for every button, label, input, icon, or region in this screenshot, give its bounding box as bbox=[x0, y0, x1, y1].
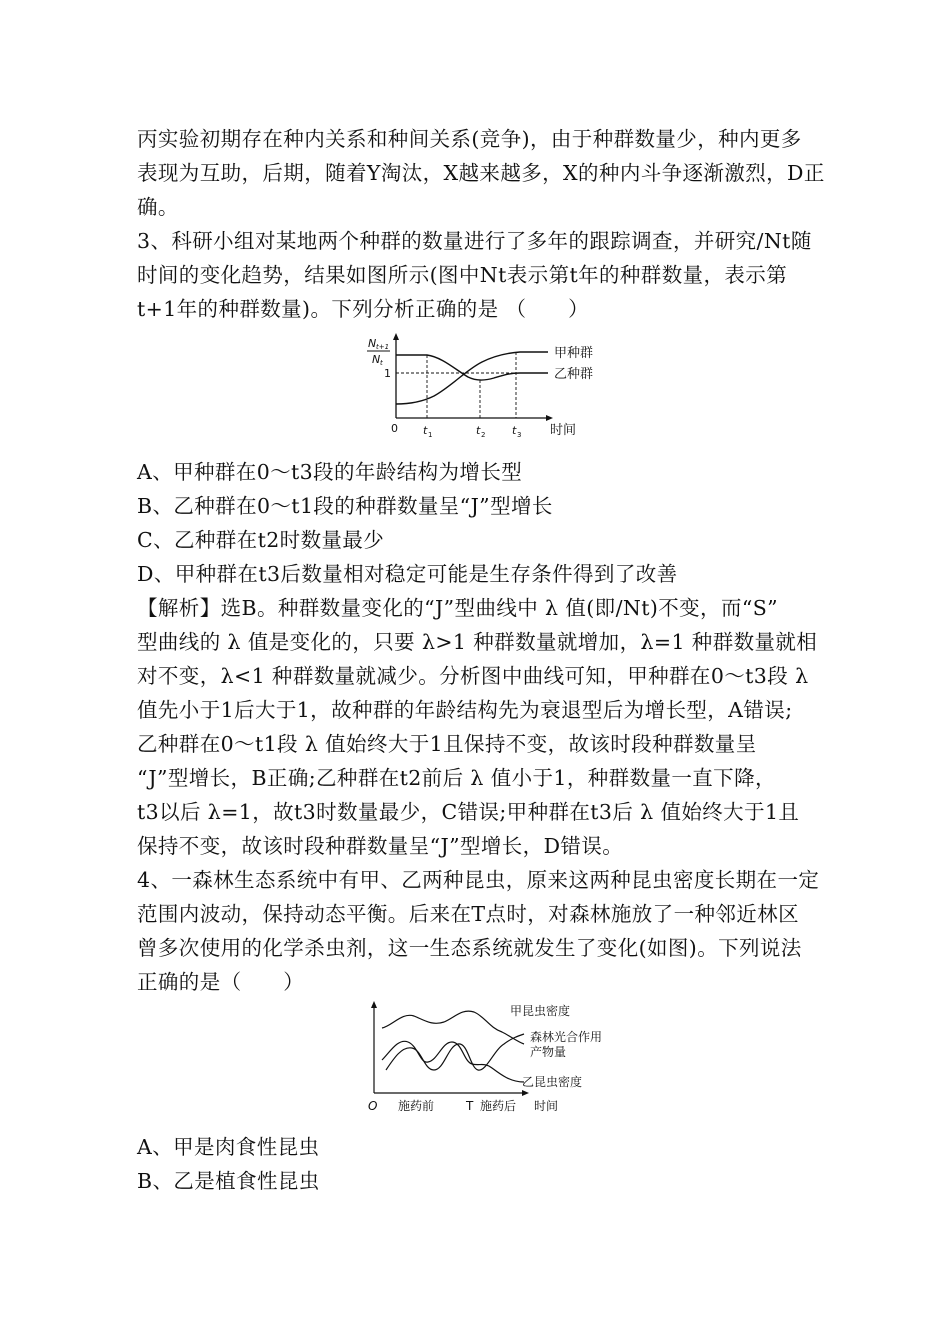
fig1-t2-label: t bbox=[476, 424, 481, 437]
fig1-y-label-top-sub: t+1 bbox=[376, 343, 390, 351]
q3-option-a: A、甲种群在0～t3段的年龄结构为增长型 bbox=[137, 460, 523, 484]
fig1-y-arrow bbox=[393, 333, 399, 340]
fig1-t1-sub: 1 bbox=[428, 431, 433, 439]
fig2-species-b-curve bbox=[386, 1034, 524, 1070]
q4-stem-line-2: 范围内波动，保持动态平衡。后来在T点时，对森林施放了一种邻近林区 bbox=[137, 902, 799, 926]
q4-stem-line-3: 曾多次使用的化学杀虫剂，这一生态系统就发生了变化(如图)。下列说法 bbox=[137, 936, 802, 960]
fig2-photosynthesis-label-2: 产物量 bbox=[530, 1045, 567, 1059]
fig2-species-a-label: 甲昆虫密度 bbox=[510, 1004, 571, 1018]
fig1-t3-label: t bbox=[512, 424, 517, 437]
fig1-t1-label: t bbox=[423, 424, 428, 437]
fig2-x-axis-label: 时间 bbox=[534, 1099, 559, 1113]
insect-density-svg bbox=[362, 998, 622, 1118]
q3-analysis-line-3: 对不变，λ<1 种群数量就减少。分析图中曲线可知，甲种群在0～t3段 λ bbox=[137, 664, 809, 688]
q3-analysis-line-7: t3以后 λ=1，故t3时数量最少，C错误;甲种群在t3后 λ 值始终大于1且 bbox=[137, 800, 800, 824]
fig1-y-label-bottom-sub: t bbox=[380, 359, 383, 367]
fig2-photosynthesis-label-1: 森林光合作用 bbox=[530, 1030, 603, 1044]
fig1-x-axis-label: 时间 bbox=[550, 423, 577, 438]
fig2-x-arrow bbox=[522, 1090, 529, 1096]
fig1-series-b-label: 乙种群 bbox=[554, 367, 594, 382]
q3-option-c: C、乙种群在t2时数量最少 bbox=[137, 528, 385, 552]
q3-analysis-line-4: 值先小于1后大于1，故种群的年龄结构先为衰退型后为增长型，A错误; bbox=[137, 698, 793, 722]
fig1-t3-sub: 3 bbox=[517, 431, 522, 439]
fig2-before-label: 施药前 bbox=[398, 1099, 435, 1113]
q3-option-d: D、甲种群在t3后数量相对稳定可能是生存条件得到了改善 bbox=[137, 562, 678, 586]
insect-density-figure bbox=[362, 998, 622, 1118]
q4-option-b: B、乙是植食性昆虫 bbox=[137, 1169, 320, 1193]
q4-stem-line-4: 正确的是（ ） bbox=[137, 970, 305, 994]
population-ratio-svg bbox=[360, 330, 610, 445]
fig2-species-b-label: 乙昆虫密度 bbox=[522, 1075, 583, 1089]
q3-stem-line-3: t+1年的种群数量)。下列分析正确的是 （ ） bbox=[137, 297, 590, 321]
fig2-y-arrow bbox=[371, 1001, 377, 1008]
q2-tail-line-1: 丙实验初期存在种内关系和种间关系(竞争)，由于种群数量少，种内更多 bbox=[137, 127, 802, 151]
q3-stem-line-1: 3、科研小组对某地两个种群的数量进行了多年的跟踪调查，并研究/Nt随 bbox=[137, 229, 812, 253]
fig1-y-tick-one: 1 bbox=[384, 367, 391, 380]
q3-analysis-line-2: 型曲线的 λ 值是变化的，只要 λ>1 种群数量就增加，λ=1 种群数量就相 bbox=[137, 630, 818, 654]
q4-option-a: A、甲是肉食性昆虫 bbox=[137, 1135, 320, 1159]
q3-analysis-line-5: 乙种群在0～t1段 λ 值始终大于1且保持不变，故该时段种群数量呈 bbox=[137, 732, 757, 756]
q3-analysis-line-8: 保持不变，故该时段种群数量呈“J”型增长，D错误。 bbox=[137, 834, 624, 858]
q3-stem-line-2: 时间的变化趋势，结果如图所示(图中Nt表示第t年的种群数量，表示第 bbox=[137, 263, 788, 287]
q3-option-b: B、乙种群在0～t1段的种群数量呈“J”型增长 bbox=[137, 494, 553, 518]
population-ratio-figure bbox=[360, 330, 610, 445]
fig2-origin-label: O bbox=[368, 1099, 378, 1113]
q3-analysis-line-6: “J”型增长，B正确;乙种群在t2前后 λ 值小于1，种群数量一直下降， bbox=[137, 766, 776, 790]
fig2-t-mark: T bbox=[466, 1099, 474, 1113]
fig2-species-a-curve bbox=[382, 1011, 524, 1044]
fig1-origin-label: 0 bbox=[391, 422, 398, 435]
q2-tail-line-3: 确。 bbox=[137, 195, 179, 219]
fig1-t2-sub: 2 bbox=[481, 431, 486, 439]
fig2-after-label: 施药后 bbox=[480, 1099, 517, 1113]
fig1-x-arrow bbox=[546, 415, 553, 421]
fig1-y-label-top: N bbox=[368, 337, 377, 350]
q4-stem-line-1: 4、一森林生态系统中有甲、乙两种昆虫，原来这两种昆虫密度长期在一定 bbox=[137, 868, 820, 892]
q3-analysis-line-1: 【解析】选B。种群数量变化的“J”型曲线中 λ 值(即/Nt)不变，而“S” bbox=[137, 596, 779, 620]
q2-tail-line-2: 表现为互助，后期，随着Y淘汰，X越来越多，X的种内斗争逐渐激烈，D正 bbox=[137, 161, 825, 185]
fig1-y-label-bottom: N bbox=[372, 353, 381, 366]
fig1-series-a-label: 甲种群 bbox=[554, 346, 594, 361]
